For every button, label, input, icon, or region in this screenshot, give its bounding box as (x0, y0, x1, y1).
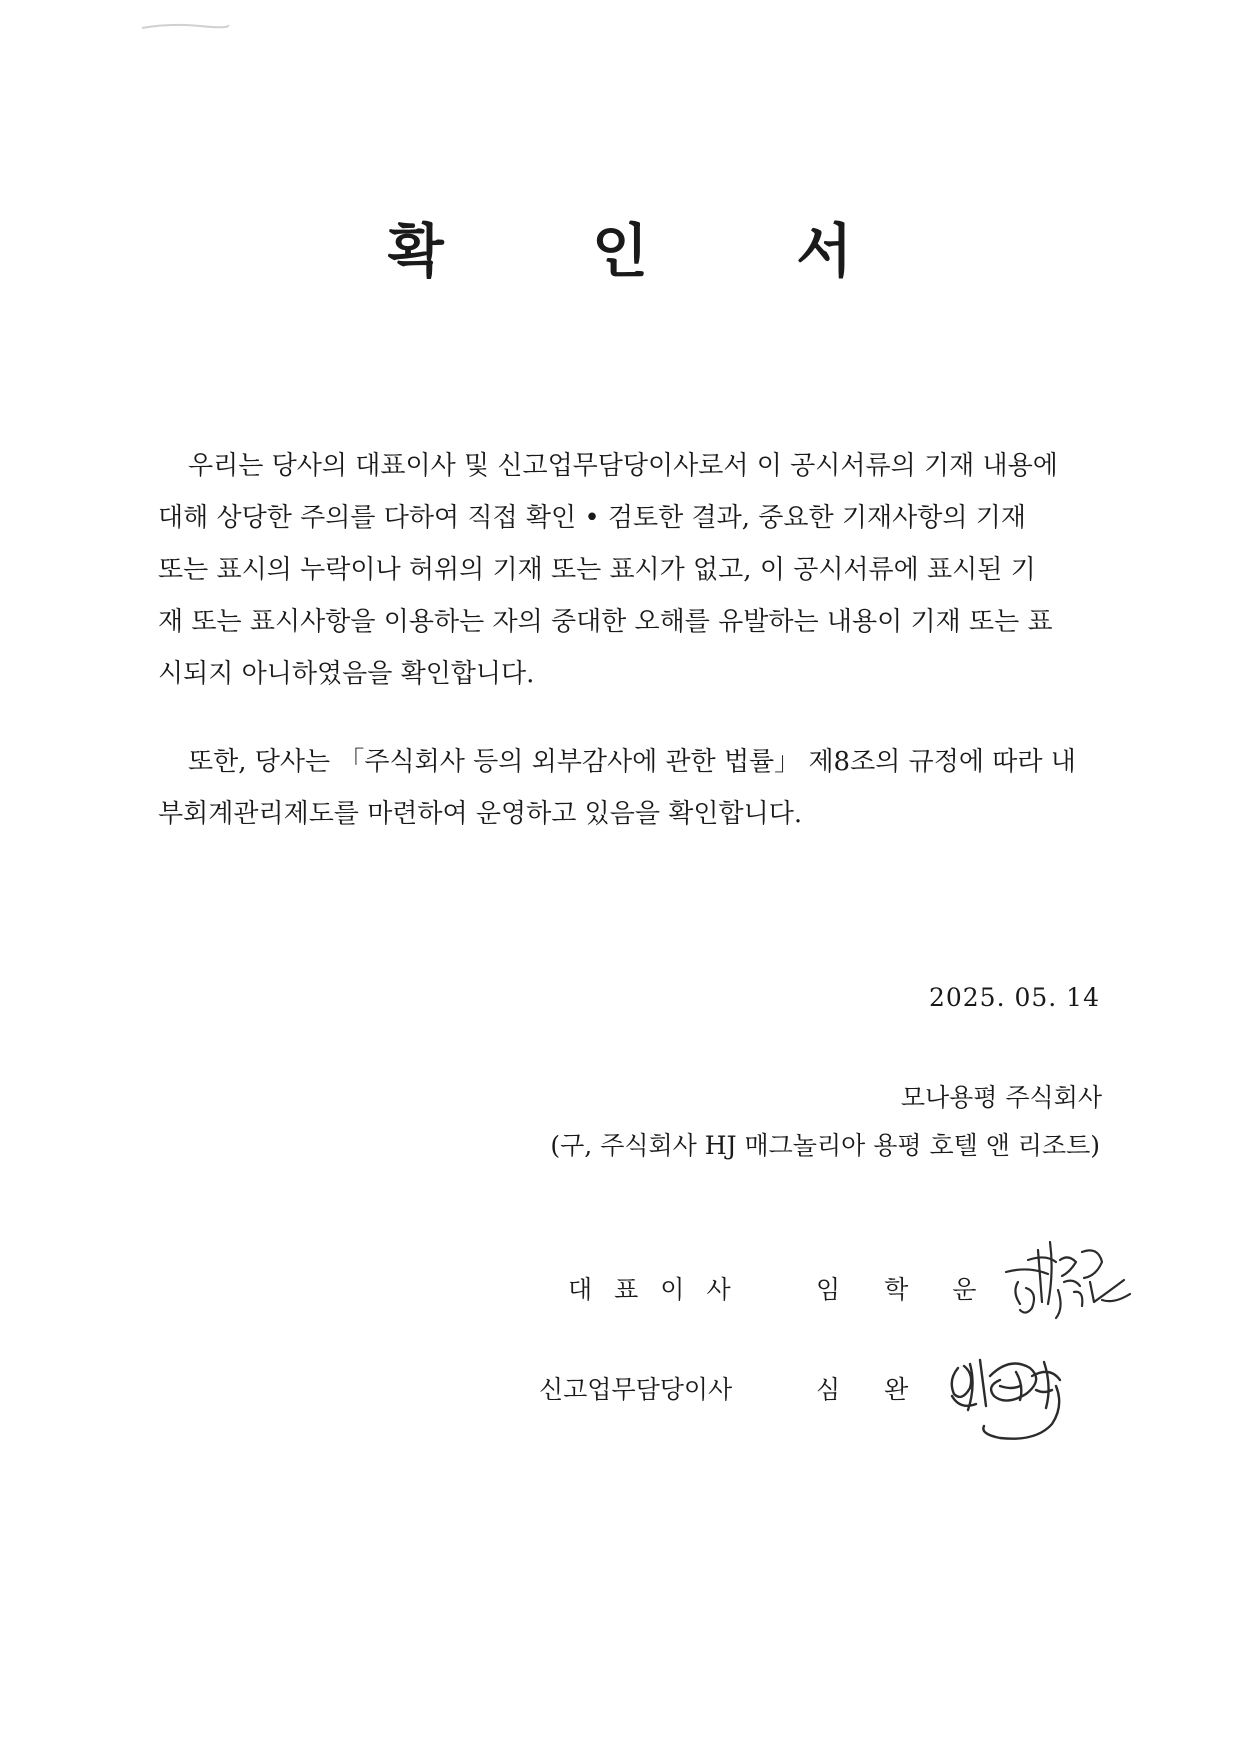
document-date: 2025. 05. 14 (928, 983, 1100, 1012)
confirmation-paragraph (158, 440, 1104, 700)
paragraph-line: 재 또는 표시사항을 이용하는 자의 중대한 오해를 유발하는 내용이 기재 또는 표 (158, 607, 1053, 637)
signatory-name: 심완 (816, 1375, 953, 1404)
scan-smudge (140, 22, 230, 30)
internal-control-paragraph (158, 736, 1104, 840)
paragraph-line: 또는 표시의 누락이나 허위의 기재 또는 표시가 없고, 이 공시서류에 표시된 기 (158, 555, 1036, 585)
company-name: 모나용평 주식회사 (900, 1083, 1102, 1112)
document-title: 확 인 서 (387, 217, 917, 285)
paragraph-line: 대해 상당한 주의를 다하여 직접 확인 • 검토한 결과, 중요한 기재사항의 기재 (158, 503, 1026, 533)
paragraph-line: 부회계관리제도를 마련하여 운영하고 있음을 확인합니다. (158, 799, 803, 829)
signatory-role: 신고업무담당이사 (539, 1375, 733, 1404)
paragraph-line: 또한, 당사는 「주식회사 등의 외부감사에 관한 법률」 제8조의 규정에 따라 내 (188, 747, 1076, 777)
company-former-name: (구, 주식회사 HJ 매그놀리아 용평 호텔 앤 리조트) (550, 1131, 1100, 1160)
paragraph-line: 시되지 아니하였음을 확인합니다. (158, 659, 535, 689)
signatory-name: 임학운 (816, 1275, 1021, 1304)
handwritten-signature-disclosure-officer (940, 1346, 1100, 1456)
handwritten-signature-ceo (998, 1232, 1138, 1332)
signatory-role: 대표이사 (568, 1275, 753, 1304)
paragraph-line: 우리는 당사의 대표이사 및 신고업무담당이사로서 이 공시서류의 기재 내용에 (188, 451, 1058, 481)
